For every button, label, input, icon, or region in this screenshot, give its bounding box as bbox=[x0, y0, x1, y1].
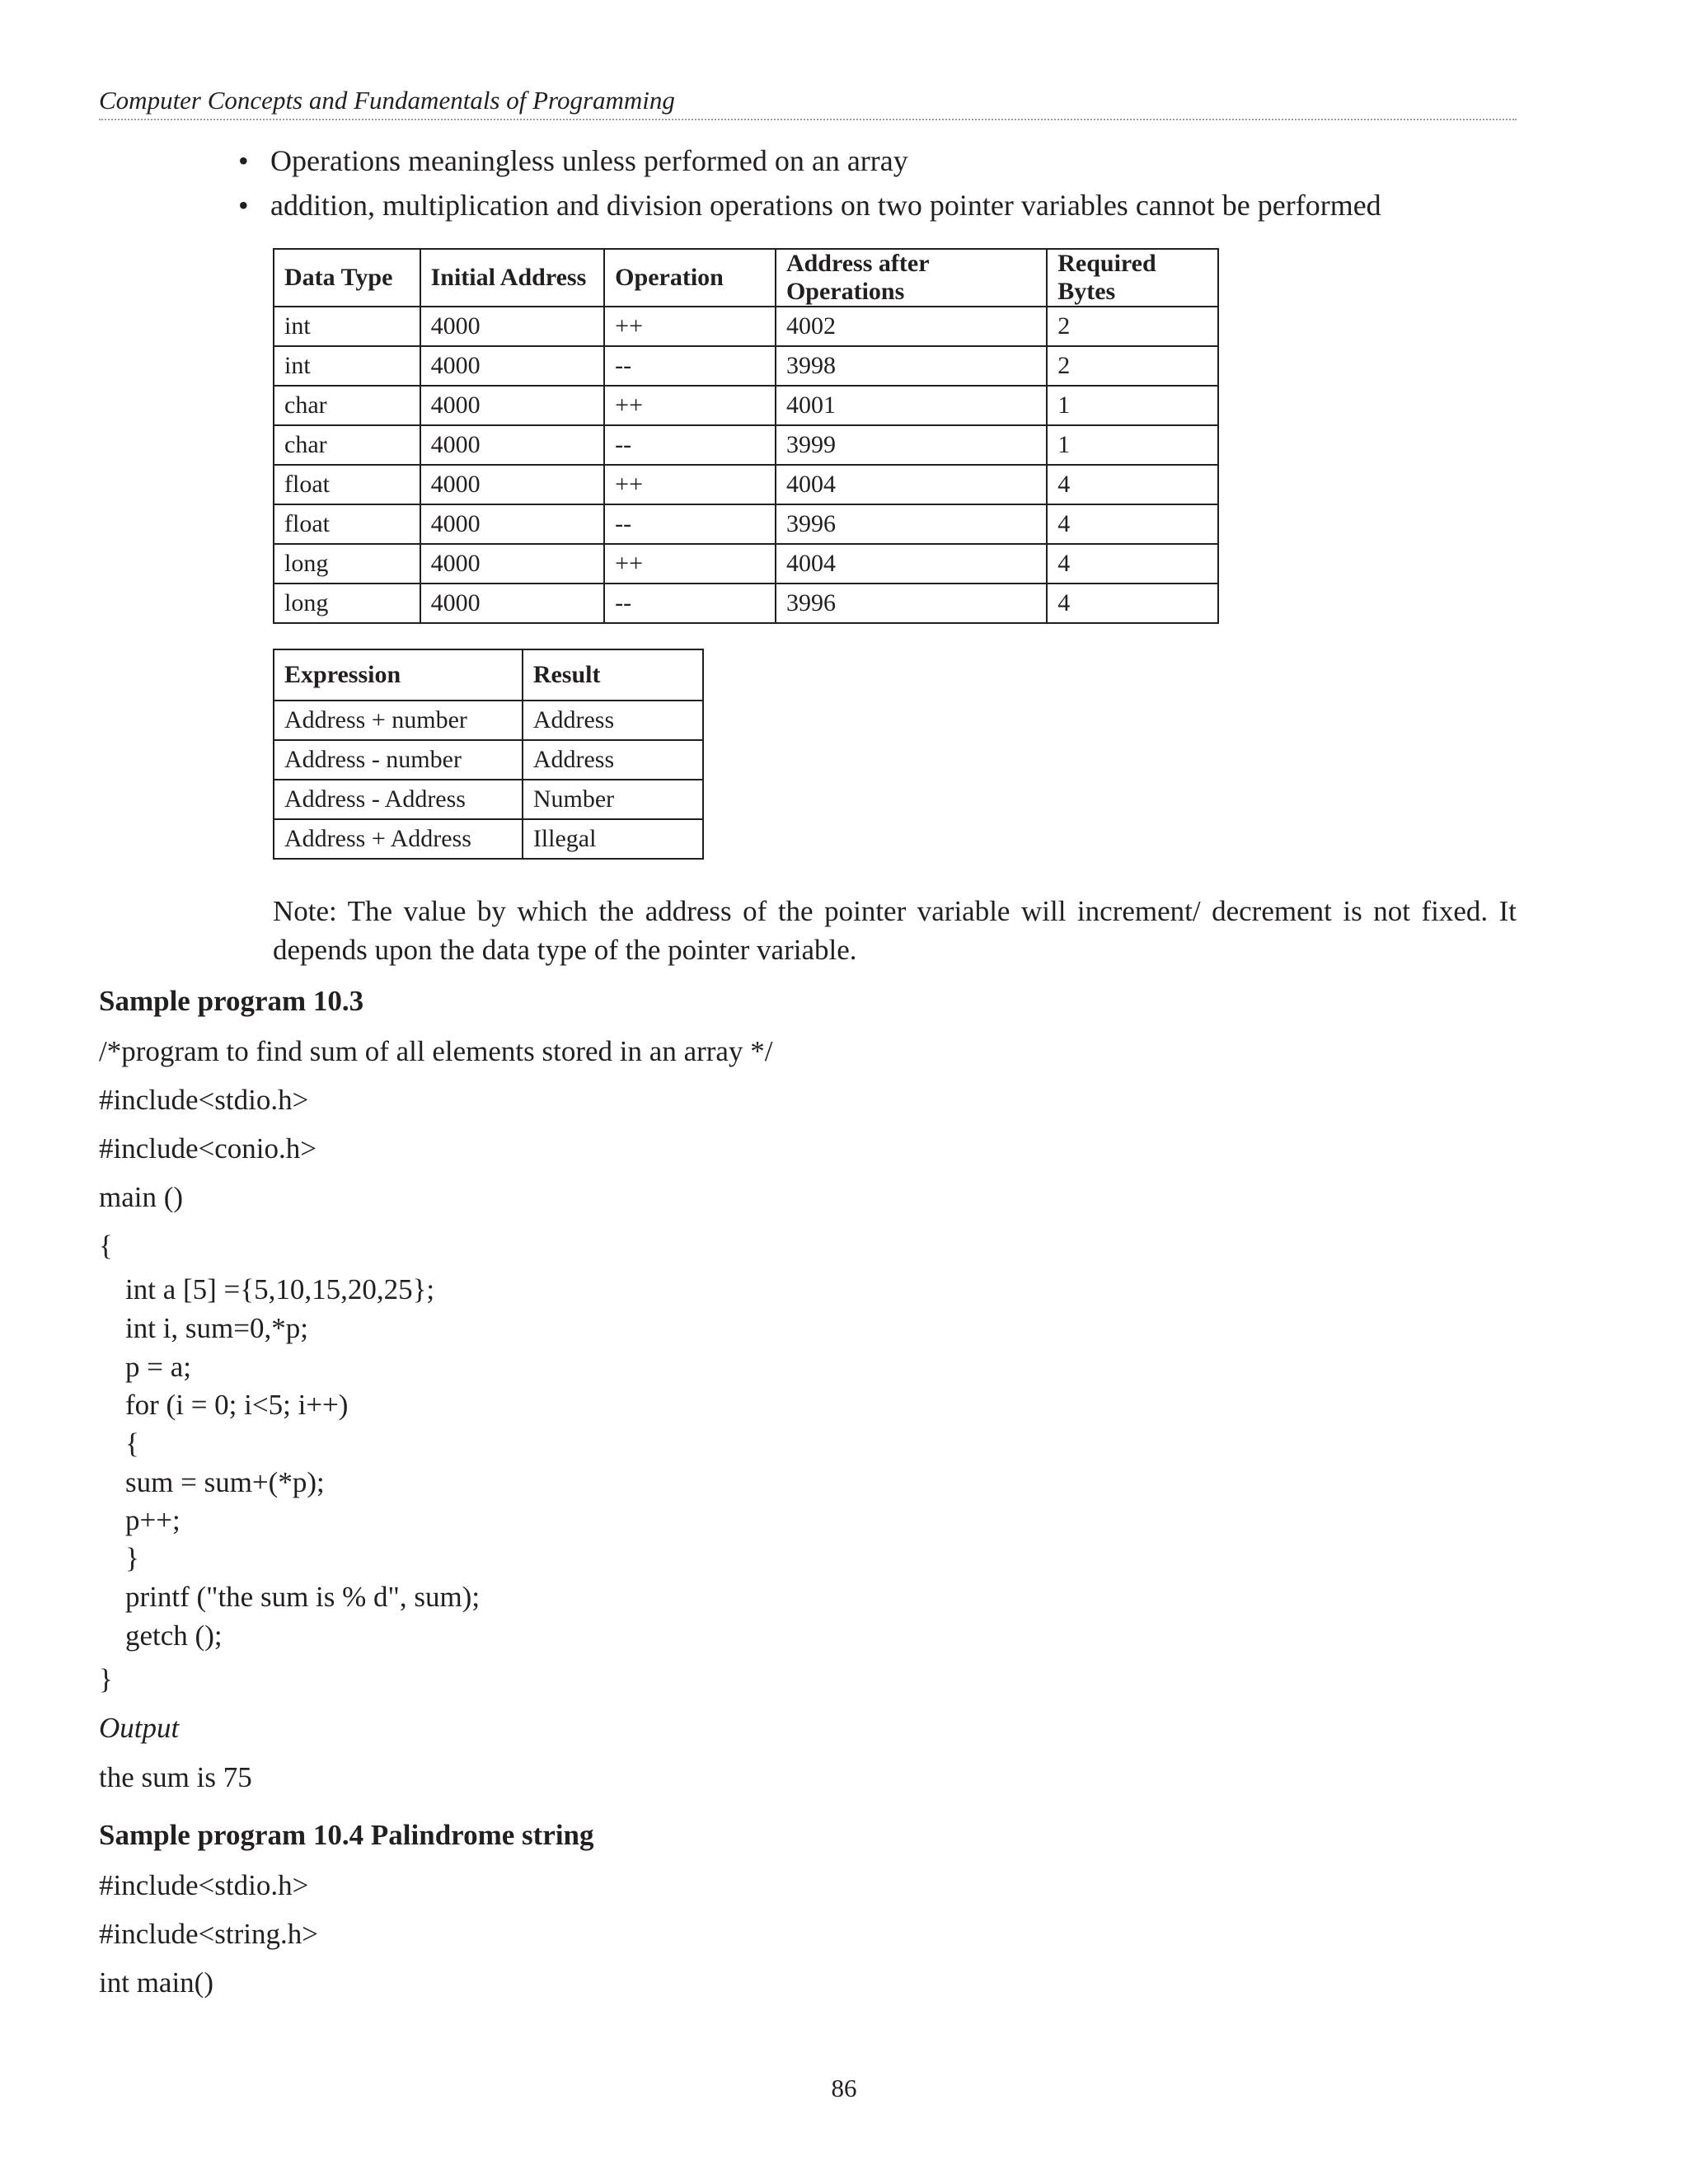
code-line: int i, sum=0,*p; bbox=[125, 1312, 308, 1344]
table-cell: long bbox=[274, 544, 420, 583]
table-cell: 4004 bbox=[776, 465, 1047, 504]
table-row bbox=[274, 504, 1218, 544]
code-line: } bbox=[99, 1663, 113, 1695]
code-line: { bbox=[99, 1230, 113, 1262]
code-line: main () bbox=[99, 1181, 184, 1213]
code-line: #include<conio.h> bbox=[99, 1132, 317, 1165]
table-cell: 4 bbox=[1047, 583, 1218, 623]
table-cell: 2 bbox=[1047, 307, 1218, 346]
bullet-text: addition, multiplication and division operations on two pointer variables cannot be performed bbox=[270, 189, 1381, 222]
table-cell: Address - Address bbox=[274, 780, 523, 819]
table-cell: int bbox=[274, 307, 420, 346]
table-cell: 4000 bbox=[420, 307, 605, 346]
running-header: Computer Concepts and Fundamentals of Programming bbox=[99, 86, 1517, 120]
table-cell: ++ bbox=[604, 307, 776, 346]
table-cell: 4000 bbox=[420, 504, 605, 544]
code-line: int main() bbox=[99, 1966, 213, 1999]
table-cell: Address + number bbox=[274, 701, 523, 740]
table-cell: -- bbox=[604, 346, 776, 386]
table-cell: 4001 bbox=[776, 386, 1047, 425]
code-line: p++; bbox=[125, 1504, 181, 1536]
column-header: Expression bbox=[274, 649, 523, 701]
table-cell: 4000 bbox=[420, 425, 605, 465]
column-header: Operation bbox=[604, 249, 776, 307]
table-cell: long bbox=[274, 583, 420, 623]
table-cell: Address + Address bbox=[274, 819, 523, 859]
code-line: { bbox=[125, 1427, 139, 1460]
table-cell: Address - number bbox=[274, 740, 523, 780]
table-cell: -- bbox=[604, 425, 776, 465]
table-cell: char bbox=[274, 386, 420, 425]
table-row bbox=[274, 583, 1218, 623]
table-cell: 4 bbox=[1047, 504, 1218, 544]
table-cell: ++ bbox=[604, 386, 776, 425]
table-row bbox=[274, 465, 1218, 504]
note-paragraph: Note: The value by which the address of the pointer variable will increment/ decrement is not fixed. It depends upon the data type of the pointer variable. bbox=[273, 895, 1517, 966]
column-header: Initial Address bbox=[420, 249, 605, 307]
table-cell: int bbox=[274, 346, 420, 386]
column-header: Data Type bbox=[274, 249, 420, 307]
page-number: 86 bbox=[831, 2074, 857, 2102]
table-cell: 4004 bbox=[776, 544, 1047, 583]
expression-result-table bbox=[273, 649, 704, 860]
table-row bbox=[274, 425, 1218, 465]
table-cell: -- bbox=[604, 583, 776, 623]
table-row bbox=[274, 544, 1218, 583]
table-row bbox=[274, 346, 1218, 386]
bullet-item bbox=[233, 183, 1381, 227]
bullet-item bbox=[233, 138, 1381, 183]
table-cell: 4 bbox=[1047, 544, 1218, 583]
table-cell: 3996 bbox=[776, 504, 1047, 544]
table-cell: char bbox=[274, 425, 420, 465]
table-row bbox=[274, 386, 1218, 425]
table-cell: Illegal bbox=[523, 819, 703, 859]
table-header-row bbox=[274, 249, 1218, 307]
column-header: Address after Operations bbox=[776, 249, 1047, 307]
bullet-list bbox=[233, 138, 1381, 227]
table-cell: 2 bbox=[1047, 346, 1218, 386]
column-header: Required Bytes bbox=[1047, 249, 1218, 307]
table-cell: ++ bbox=[604, 465, 776, 504]
table-row bbox=[274, 740, 703, 780]
bullet-dot-icon: • bbox=[238, 189, 249, 222]
code-line: /*program to find sum of all elements stored in an array */ bbox=[99, 1035, 773, 1067]
code-line: p = a; bbox=[125, 1351, 191, 1383]
table-cell: -- bbox=[604, 504, 776, 544]
code-line: getch (); bbox=[125, 1619, 223, 1652]
table-cell: 1 bbox=[1047, 425, 1218, 465]
table-cell: 4000 bbox=[420, 346, 605, 386]
table-cell: 4000 bbox=[420, 386, 605, 425]
output-label: Output bbox=[99, 1712, 180, 1744]
table-header-row bbox=[274, 649, 703, 701]
table-cell: 4000 bbox=[420, 583, 605, 623]
bullet-text: Operations meaningless unless performed on an array bbox=[270, 144, 908, 177]
column-header: Result bbox=[523, 649, 703, 701]
table-row bbox=[274, 701, 703, 740]
output-text: the sum is 75 bbox=[99, 1761, 252, 1793]
table-cell: 4 bbox=[1047, 465, 1218, 504]
table-cell: Address bbox=[523, 701, 703, 740]
code-line: #include<stdio.h> bbox=[99, 1084, 309, 1116]
table-cell: 3998 bbox=[776, 346, 1047, 386]
table-row bbox=[274, 307, 1218, 346]
table-row bbox=[274, 780, 703, 819]
table-cell: 1 bbox=[1047, 386, 1218, 425]
table-cell: ++ bbox=[604, 544, 776, 583]
code-line: for (i = 0; i<5; i++) bbox=[125, 1389, 349, 1421]
table-cell: 3996 bbox=[776, 583, 1047, 623]
program-10-3-title: Sample program 10.3 bbox=[99, 985, 364, 1017]
code-line: } bbox=[125, 1542, 139, 1574]
pointer-arithmetic-table bbox=[273, 248, 1219, 624]
code-line: printf ("the sum is % d", sum); bbox=[125, 1581, 481, 1613]
table-cell: float bbox=[274, 465, 420, 504]
table-cell: 4000 bbox=[420, 544, 605, 583]
table-cell: float bbox=[274, 504, 420, 544]
table-cell: 4002 bbox=[776, 307, 1047, 346]
program-10-4-title: Sample program 10.4 Palindrome string bbox=[99, 1819, 594, 1851]
table-cell: 3999 bbox=[776, 425, 1047, 465]
table-cell: Address bbox=[523, 740, 703, 780]
code-line: #include<stdio.h> bbox=[99, 1869, 309, 1901]
bullet-dot-icon: • bbox=[238, 144, 249, 177]
table-cell: 4000 bbox=[420, 465, 605, 504]
code-line: sum = sum+(*p); bbox=[125, 1466, 325, 1498]
table-cell: Number bbox=[523, 780, 703, 819]
code-line: #include<string.h> bbox=[99, 1918, 318, 1950]
table-row bbox=[274, 819, 703, 859]
code-line: int a [5] ={5,10,15,20,25}; bbox=[125, 1273, 435, 1305]
